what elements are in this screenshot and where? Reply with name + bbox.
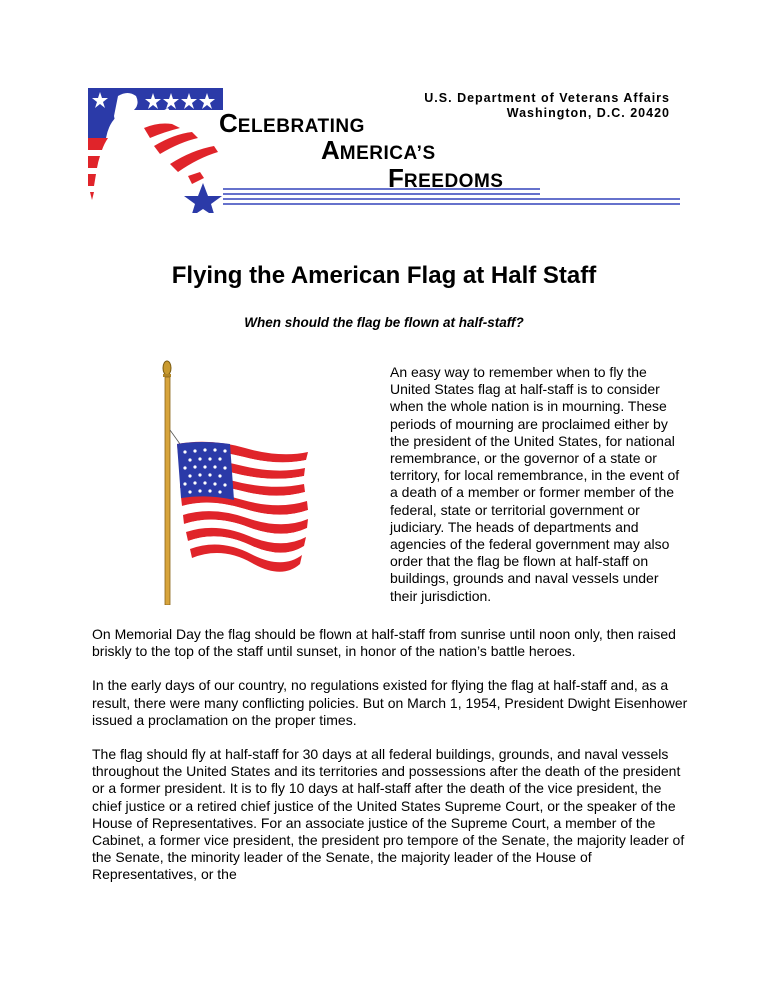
intro-paragraph: An easy way to remember when to fly the United States flag at half-staff is to consider when the whole nation is in mourning. These periods of mourning are proclaimed either by the president of the United States, for national remembrance, or the governor of a state or territory, for local remembrance, in the event of a death of a member or former member of the federal, state or territorial government or judiciary. The heads of departments and agencies of the federal government may also order that the flag be flown at half-staff on buildings, grounds and naval vessels under their jurisdiction. xyxy=(390,364,680,604)
body-text xyxy=(92,626,692,901)
memorial-day-paragraph: On Memorial Day the flag should be flown at half-staff from sunrise until noon only, then raised briskly to the top of the staff until sunset, in honor of the nation’s battle heroes. xyxy=(92,626,676,660)
header-banner xyxy=(88,88,680,213)
banner-red-stripes xyxy=(88,124,218,201)
brand-line-1: CELEBRATING xyxy=(219,108,365,138)
agency-name: U.S. Department of Veterans Affairs xyxy=(424,91,670,105)
banner-star-icon xyxy=(184,183,222,213)
page-title: Flying the American Flag at Half Staff xyxy=(171,262,597,289)
agency-block xyxy=(424,91,670,121)
brand-line-2: AMERICA’S xyxy=(321,135,436,165)
duration-paragraph: The flag should fly at half-staff for 30 days at all federal buildings, grounds, and naval vessels throughout the United States and its territories and possessions after the death of the president or a former president. It is to fly 10 days at half-staff after the death of the vice president, the chief justice or a retired chief justice of the United States Supreme Court, or the speaker of the House of Representatives. For an associate justice of the Supreme Court, a member of the Cabinet, a former vice president, the president pro tempore of the Senate, the majority leader of the Senate, the minority leader of the Senate, the majority leader of the House of Representatives, or the xyxy=(92,746,685,883)
flag-icon xyxy=(150,360,320,605)
page-subtitle: When should the flag be flown at half-staff? xyxy=(244,315,524,330)
agency-address: Washington, D.C. 20420 xyxy=(506,106,670,120)
history-paragraph: In the early days of our country, no regulations existed for flying the flag at half-staff and, as a result, there were many conflicting policies. But on March 1, 1954, President Dwight Eisenhower issued a proclamation on the proper times. xyxy=(92,677,688,728)
half-staff-flag-image xyxy=(150,360,320,605)
brand-line-3: FREEDOMS xyxy=(388,163,504,193)
